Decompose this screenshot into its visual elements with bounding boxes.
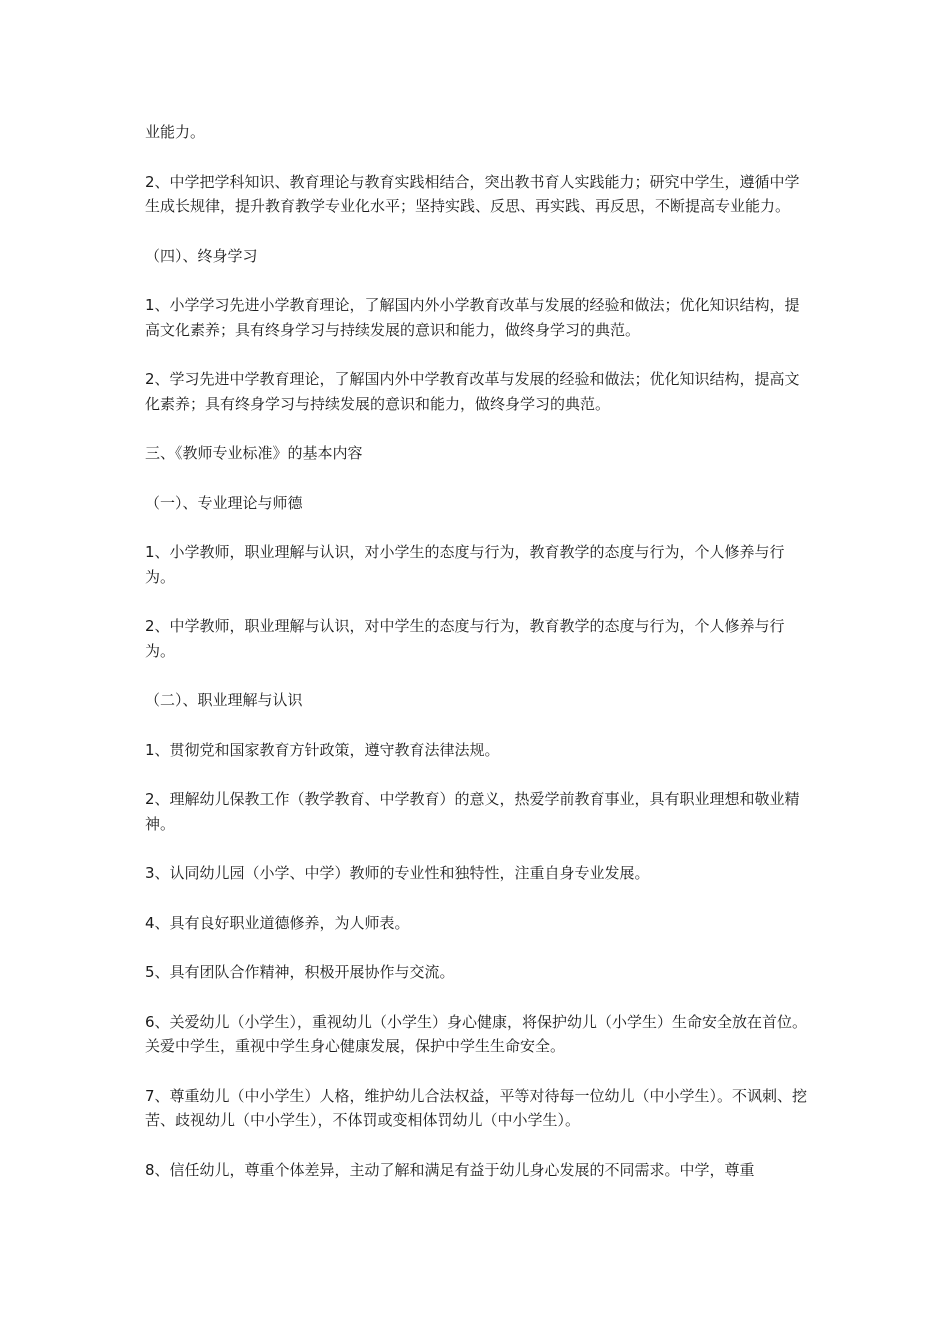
paragraph-item: 7、尊重幼儿（中小学生）人格，维护幼儿合法权益，平等对待每一位幼儿（中小学生）。不讽刺、挖苦、歧视幼儿（中小学生），不体罚或变相体罚幼儿（中小学生）。 <box>145 1086 808 1129</box>
section-heading: （一）、专业理论与师德 <box>145 493 303 512</box>
paragraph-item: 2、理解幼儿保教工作（教学教育、中学教育）的意义，热爱学前教育事业，具有职业理想和敬业精神。 <box>145 790 800 833</box>
paragraph-item: 1、小学教师，职业理解与认识，对小学生的态度与行为，教育教学的态度与行为，个人修养与行为。 <box>145 543 785 586</box>
paragraph-item: 2、中学教师，职业理解与认识，对中学生的态度与行为，教育教学的态度与行为，个人修养与行为。 <box>145 617 785 660</box>
paragraph-item: 3、认同幼儿园（小学、中学）教师的专业性和独特性，注重自身专业发展。 <box>145 864 650 882</box>
paragraph-continuation: 业能力。 <box>145 123 206 141</box>
paragraph-item: 1、小学学习先进小学教育理论，了解国内外小学教育改革与发展的经验和做法；优化知识结构，提高文化素养；具有终身学习与持续发展的意识和能力，做终身学习的典范。 <box>145 296 800 339</box>
paragraph-item: 4、具有良好职业道德修养，为人师表。 <box>145 913 410 932</box>
paragraph-item: 2、中学把学科知识、教育理论与教育实践相结合，突出教书育人实践能力；研究中学生，遵循中学生成长规律，提升教育教学专业化水平；坚持实践、反思、再实践、再反思，不断提高专业能力。 <box>145 172 800 215</box>
chapter-heading: 三、《教师专业标准》的基本内容 <box>145 444 363 462</box>
paragraph-item: 1、贯彻党和国家教育方针政策，遵守教育法律法规。 <box>145 740 500 759</box>
section-heading: （二）、职业理解与认识 <box>145 691 303 709</box>
paragraph-item: 5、具有团队合作精神，积极开展协作与交流。 <box>145 963 455 981</box>
document-body <box>145 120 809 1207</box>
paragraph-item: 2、学习先进中学教育理论，了解国内外中学教育改革与发展的经验和做法；优化知识结构，提高文化素养；具有终身学习与持续发展的意识和能力，做终身学习的典范。 <box>145 370 800 413</box>
paragraph-item: 6、关爱幼儿（小学生），重视幼儿（小学生）身心健康，将保护幼儿（小学生）生命安全放在首位。关爱中学生，重视中学生身心健康发展，保护中学生生命安全。 <box>145 1012 808 1055</box>
section-heading: （四）、终身学习 <box>145 246 258 265</box>
paragraph-item: 8、信任幼儿，尊重个体差异，主动了解和满足有益于幼儿身心发展的不同需求。中学，尊重 <box>145 1160 755 1179</box>
